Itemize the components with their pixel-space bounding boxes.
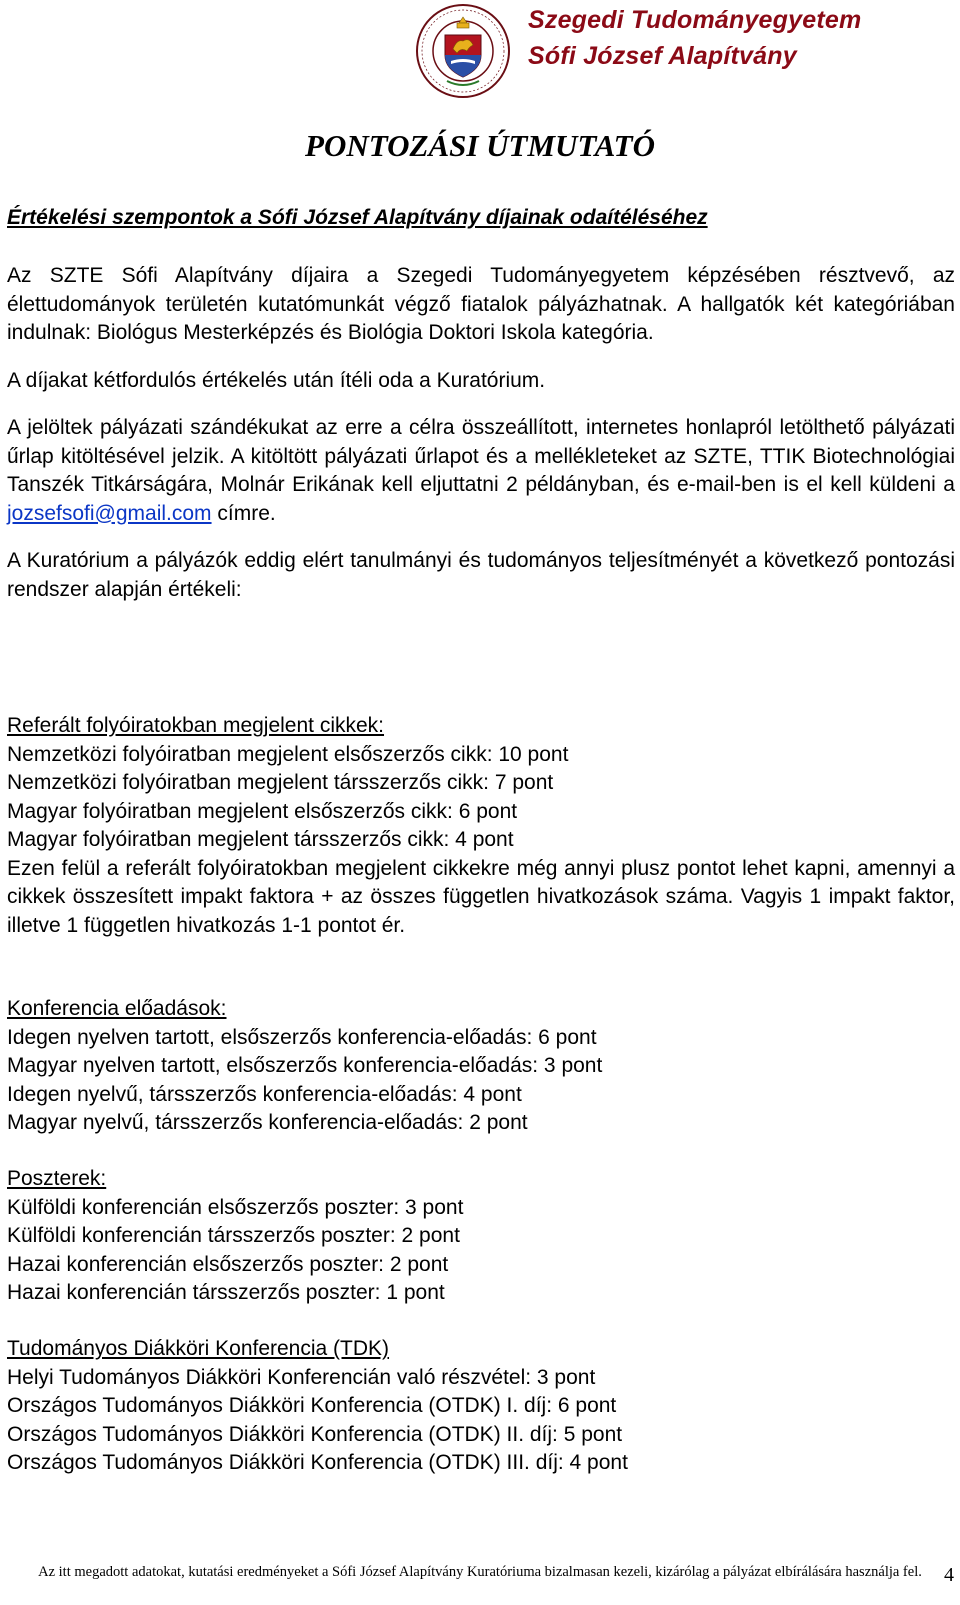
list-item: Magyar nyelven tartott, elsőszerzős konferencia-előadás: 3 pont xyxy=(7,1054,603,1077)
list-item: Helyi Tudományos Diákköri Konferencián való részvétel: 3 pont xyxy=(7,1365,596,1389)
organization-name: Szegedi Tudományegyetem xyxy=(528,6,862,34)
letterhead xyxy=(0,0,960,120)
list-item: Magyar folyóiratban megjelent társszerzős cikk: 4 pont xyxy=(7,828,514,851)
section-heading-conferences: Konferencia előadások: xyxy=(7,997,227,1020)
intro-paragraph-evaluation: A díjakat kétfordulós értékelés után ítéli oda a Kuratórium. xyxy=(7,368,546,392)
list-item: Országos Tudományos Diákköri Konferencia (OTDK) I. díj: 6 pont xyxy=(7,1394,617,1417)
tdk-section xyxy=(7,1335,955,1478)
list-item: Hazai konferencián társszerzős poszter: 1 pont xyxy=(7,1281,445,1304)
list-item: Országos Tudományos Diákköri Konferencia (OTDK) III. díj: 4 pont xyxy=(7,1451,628,1474)
articles-bonus-note: Ezen felül a referált folyóiratokban megjelent cikkekre még annyi plusz pontot lehet kapni, amennyi a cikkek összesített impakt faktora + az összes független hivatkozások száma. Vagyis 1 impakt faktor, illetve 1 független hivatkozás 1-1 pontot ér. xyxy=(7,856,955,937)
intro-paragraph-eligibility: Az SZTE Sófi Alapítvány díjaira a Szegedi Tudományegyetem képzésében résztvevő, az élettudományok területén kutatómunkát végző fiatalok pályázhatnak. A hallgatók két kategóriában indulnak: Biológus Mesterképzés és Biológia Doktori Iskola kategória. xyxy=(7,264,955,344)
list-item: Magyar nyelvű, társszerzős konferencia-előadás: 2 pont xyxy=(7,1111,528,1134)
intro-paragraph-application xyxy=(7,414,955,528)
email-link[interactable]: jozsefsofi@gmail.com xyxy=(7,501,212,525)
posters-section xyxy=(7,1165,955,1308)
list-item: Hazai konferencián elsőszerzős poszter: 2 pont xyxy=(7,1252,449,1276)
application-text-end: címre. xyxy=(211,501,276,525)
list-item: Magyar folyóiratban megjelent elsőszerzős cikk: 6 pont xyxy=(7,799,518,823)
page-number: 4 xyxy=(944,1564,954,1586)
list-item: Országos Tudományos Diákköri Konferencia (OTDK) II. díj: 5 pont xyxy=(7,1422,623,1446)
list-item: Nemzetközi folyóiratban megjelent elsőszerzős cikk: 10 pont xyxy=(7,742,569,766)
conferences-section xyxy=(7,995,955,1138)
list-item: Nemzetközi folyóiratban megjelent társszerzős cikk: 7 pont xyxy=(7,771,554,794)
intro-section xyxy=(7,262,955,604)
articles-section xyxy=(7,712,955,940)
list-item: Külföldi konferencián társszerzős poszter: 2 pont xyxy=(7,1224,460,1247)
foundation-name: Sófi József Alapítvány xyxy=(528,42,797,70)
list-item: Idegen nyelven tartott, elsőszerzős konferencia-előadás: 6 pont xyxy=(7,1025,597,1049)
document-subtitle: Értékelési szempontok a Sófi József Alapítvány díjainak odaítéléséhez xyxy=(7,206,708,229)
list-item: Külföldi konferencián elsőszerzős poszter: 3 pont xyxy=(7,1195,464,1219)
section-heading-posters: Poszterek: xyxy=(7,1167,107,1190)
confidentiality-footer: Az itt megadott adatokat, kutatási eredményeket a Sófi József Alapítvány Kuratóriuma bizalmasan kezeli, kizárólag a pályázat elbírálására használja fel. xyxy=(38,1564,922,1580)
application-text: A jelöltek pályázati szándékukat az erre a célra összeállított, internetes honlapról letölthető pályázati űrlap kitöltésével jelzik. A kitöltött pályázati űrlapot és a mellékleteket az SZTE, TTIK Biotechnológiai Tanszék Titkárságára, Molnár Erikának kell eljuttatni 2 példányban, és e-mail-ben is el kell küldeni a xyxy=(7,416,955,496)
intro-paragraph-scoring: A Kuratórium a pályázók eddig elért tanulmányi és tudományos teljesítményét a következő pontozási rendszer alapján értékeli: xyxy=(7,549,955,601)
university-seal-icon xyxy=(415,3,511,99)
section-heading-articles: Referált folyóiratokban megjelent cikkek: xyxy=(7,714,385,737)
section-heading-tdk: Tudományos Diákköri Konferencia (TDK) xyxy=(7,1337,390,1360)
document-title: PONTOZÁSI ÚTMUTATÓ xyxy=(305,128,655,163)
list-item: Idegen nyelvű, társszerzős konferencia-előadás: 4 pont xyxy=(7,1082,522,1106)
